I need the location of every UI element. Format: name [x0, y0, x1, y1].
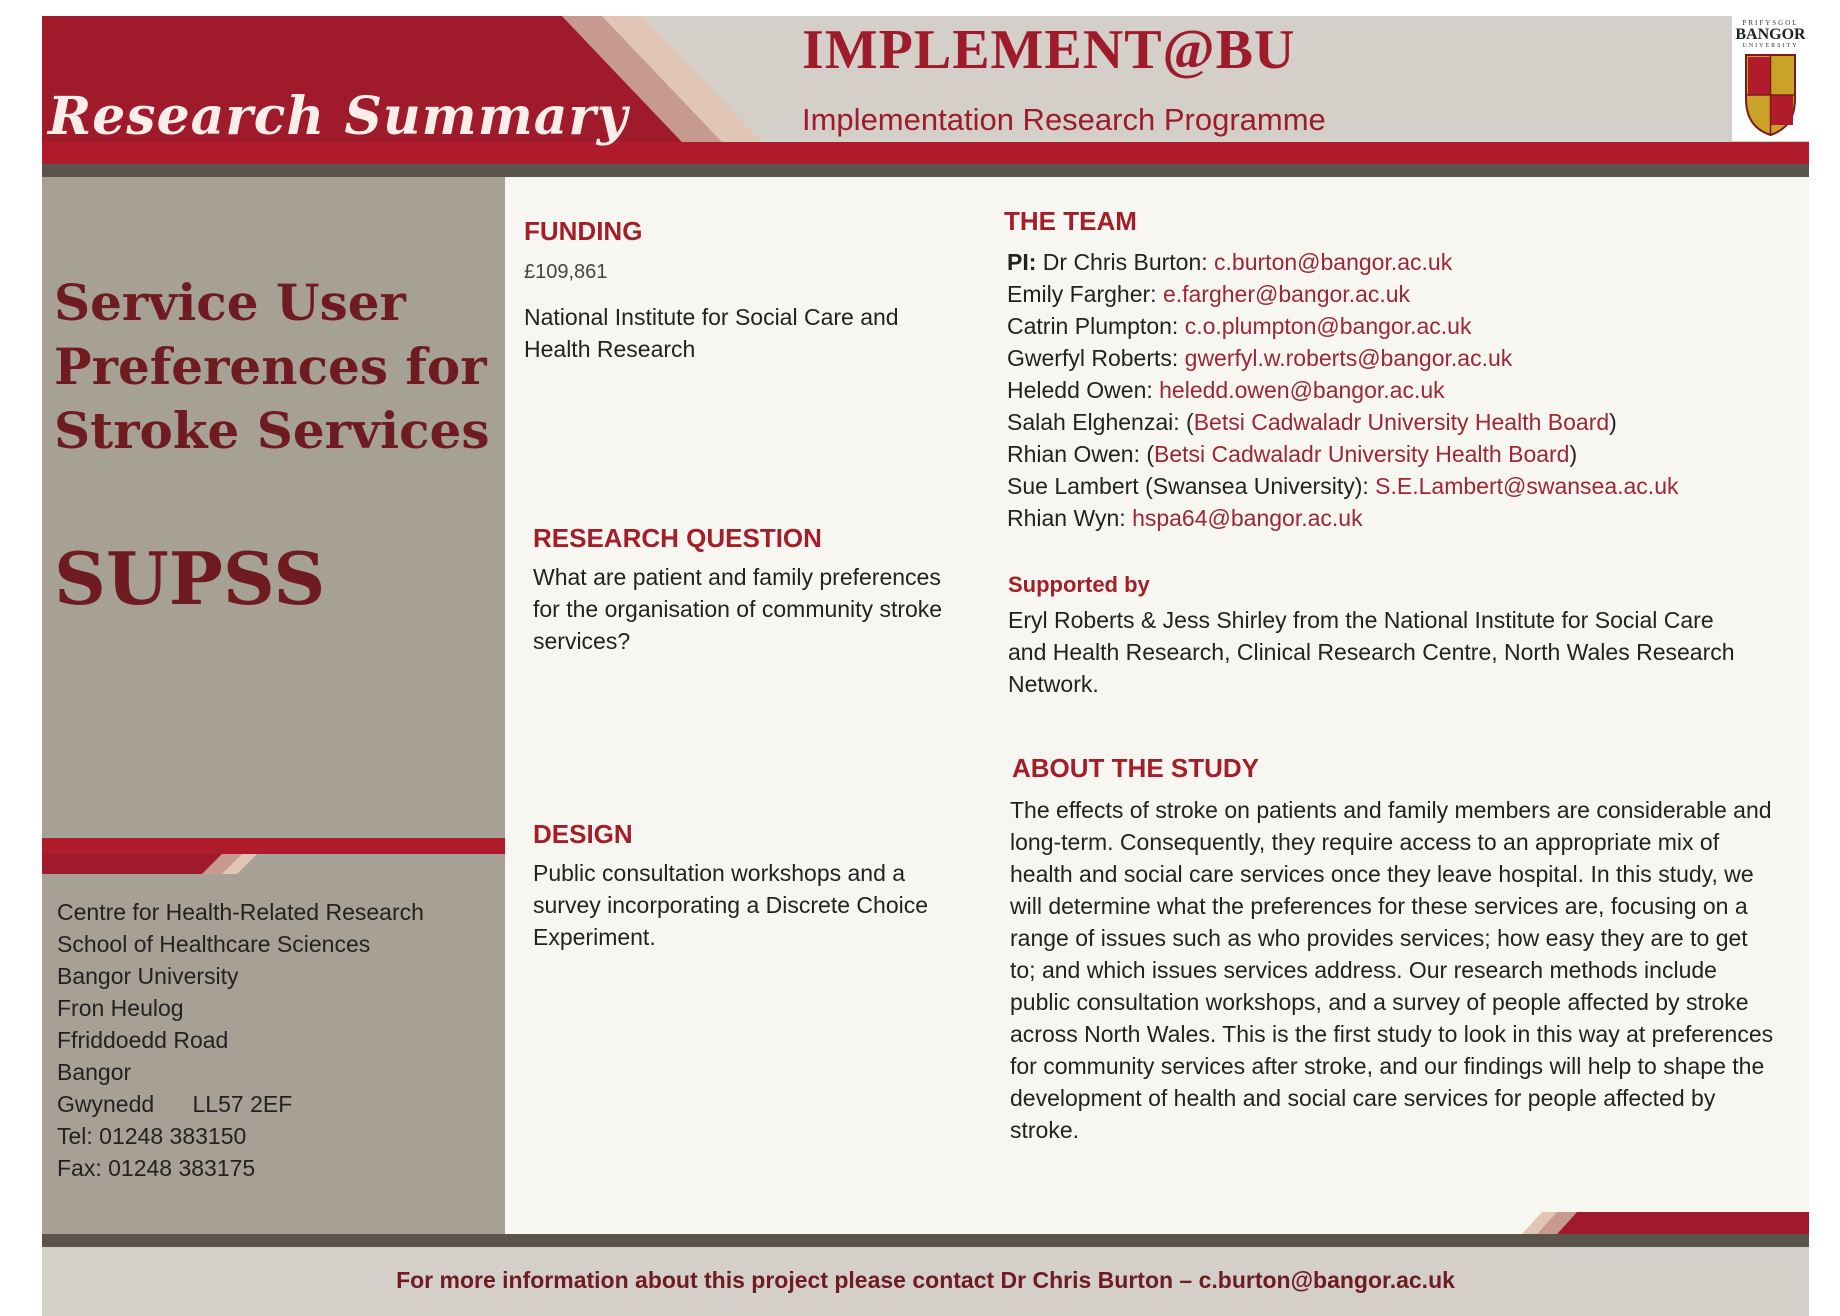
title-line: Preferences for	[54, 337, 487, 396]
team-member	[1007, 310, 1678, 342]
research-question-heading: RESEARCH QUESTION	[533, 523, 822, 553]
funding-heading: FUNDING	[524, 216, 643, 246]
design-text: Public consultation workshops and a survey incorporating a Discrete Choice Experiment.	[533, 860, 929, 950]
team-member	[1007, 278, 1678, 310]
address-line: Fax: 01248 383175	[57, 1155, 256, 1181]
member-affiliation[interactable]: Betsi Cadwaladr University Health Board	[1193, 409, 1610, 435]
about-text: The effects of stroke on patients and family members are considerable and long-term. Consequently, they require access to an appropriate mix of health and social care services once they leave hospital. In this study, we will determine what the preferences for these services are, focusing on a range of issues such as who provides services; how easy they are to get to; and which issues services address. Our research methods include public consultation workshops, and a survey of people affected by stroke across North Wales. This is the first study to look in this way at preferences for community services after stroke, and our findings will help to shape the development of health and social care services for people affected by stroke.	[1010, 797, 1774, 1143]
member-name: Catrin Plumpton:	[1007, 313, 1185, 339]
member-close: )	[1569, 441, 1578, 467]
pi-label: PI:	[1007, 249, 1037, 275]
team-member	[1007, 246, 1678, 278]
member-email[interactable]: c.o.plumpton@bangor.ac.uk	[1184, 313, 1472, 339]
crest-icon	[1732, 49, 1809, 139]
project-title	[54, 271, 494, 463]
member-name: Dr Chris Burton:	[1036, 249, 1215, 275]
bangor-university-logo	[1732, 16, 1809, 141]
member-email[interactable]: heledd.owen@bangor.ac.uk	[1159, 377, 1445, 403]
team-member	[1007, 374, 1678, 406]
address-line: Bangor	[57, 1059, 132, 1085]
address-line: Centre for Health-Related Research	[57, 899, 424, 925]
address-line: Bangor University	[57, 963, 239, 989]
footer-accent	[1502, 1212, 1809, 1234]
design-heading: DESIGN	[533, 819, 633, 849]
member-name: Heledd Owen:	[1007, 377, 1160, 403]
member-name: Salah Elghenzai: (	[1007, 409, 1194, 435]
team-member	[1007, 470, 1678, 502]
footer-bar	[42, 1247, 1809, 1316]
member-email[interactable]: e.fargher@bangor.ac.uk	[1162, 281, 1411, 307]
member-email[interactable]: S.E.Lambert@swansea.ac.uk	[1375, 473, 1679, 499]
address-line: Ffriddoedd Road	[57, 1027, 229, 1053]
address-line: School of Healthcare Sciences	[57, 931, 371, 957]
member-name: Gwerfyl Roberts:	[1007, 345, 1185, 371]
header-banner	[42, 16, 1809, 164]
project-acronym: SUPSS	[54, 536, 326, 621]
research-summary-label: Research Summary	[48, 86, 629, 147]
member-close: )	[1609, 409, 1617, 435]
logo-bottom-text: UNIVERSITY	[1742, 43, 1799, 49]
team-member	[1007, 342, 1678, 374]
supported-text: Eryl Roberts & Jess Shirley from the National Institute for Social Care and Health Research, Clinical Research Centre, North Wales Research Network.	[1008, 607, 1735, 697]
team-list	[1007, 246, 1678, 534]
member-name: Rhian Wyn:	[1007, 505, 1133, 531]
research-question-text: What are patient and family preferences for the organisation of community stroke services?	[533, 564, 943, 654]
title-line: Service User	[54, 273, 406, 332]
title-line: Stroke Services	[54, 401, 490, 460]
footer-divider	[42, 1234, 1809, 1247]
brand-title: IMPLEMENT@BU	[802, 19, 1296, 81]
left-red-band	[42, 838, 505, 854]
funding-body: National Institute for Social Care and Health Research	[524, 304, 899, 362]
research-summary-page	[42, 16, 1809, 1300]
programme-subtitle: Implementation Research Programme	[802, 102, 1326, 137]
footer-contact[interactable]: For more information about this project please contact Dr Chris Burton – c.burton@bangor.ac.uk	[396, 1267, 1455, 1293]
member-affiliation[interactable]: Betsi Cadwaladr University Health Board	[1154, 441, 1570, 467]
address-line: Tel: 01248 383150	[57, 1123, 247, 1149]
address-line: Fron Heulog	[57, 995, 184, 1021]
team-member	[1007, 438, 1678, 470]
member-email[interactable]: hspa64@bangor.ac.uk	[1132, 505, 1363, 531]
team-member	[1007, 502, 1678, 534]
logo-name: BANGOR	[1735, 26, 1806, 43]
address-block	[57, 896, 424, 1184]
address-line: Gwynedd LL57 2EF	[57, 1091, 293, 1117]
member-email[interactable]: c.burton@bangor.ac.uk	[1214, 249, 1453, 275]
member-email[interactable]: gwerfyl.w.roberts@bangor.ac.uk	[1184, 345, 1513, 371]
member-name: Sue Lambert (Swansea University):	[1007, 473, 1376, 499]
header-divider	[42, 164, 1809, 177]
member-name: Emily Fargher:	[1007, 281, 1163, 307]
logo-top-text: PRIFYSGOL	[1742, 19, 1799, 27]
funding-amount: £109,861	[524, 261, 608, 283]
member-name: Rhian Owen: (	[1007, 441, 1155, 467]
team-heading: THE TEAM	[1004, 206, 1137, 236]
left-band-accent	[42, 854, 505, 874]
team-member	[1007, 406, 1678, 438]
about-heading: ABOUT THE STUDY	[1012, 753, 1259, 783]
supported-heading: Supported by	[1008, 572, 1150, 597]
